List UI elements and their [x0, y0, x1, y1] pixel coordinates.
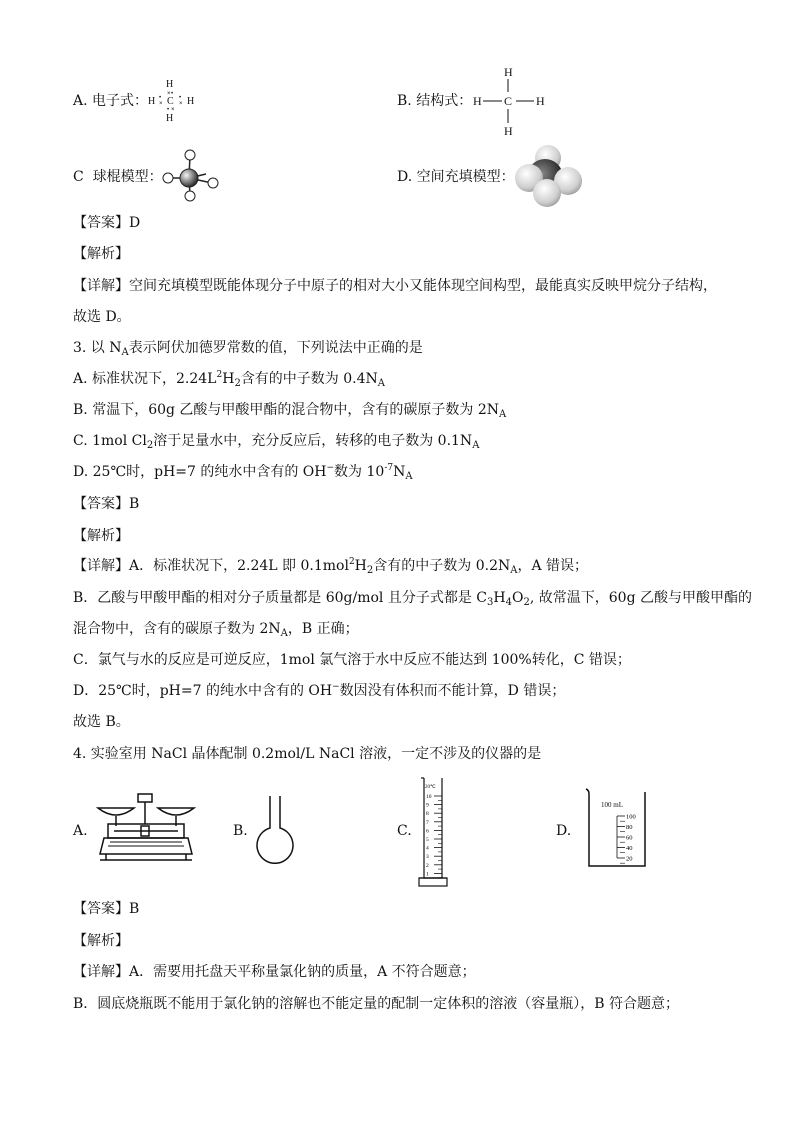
ef-h-bottom: H	[166, 113, 174, 124]
svg-text:C: C	[504, 94, 513, 108]
svg-text:×: ×	[171, 107, 175, 113]
cylinder-tick-label: 1	[426, 871, 429, 878]
methane-electron-formula	[145, 76, 205, 126]
q4-detail-b: B．圆底烧瓶既不能用于氯化钠的溶解也不能定量的配制一定体积的溶液（容量瓶），B 符合题意；	[73, 996, 680, 1012]
cylinder-tick-label: 10	[426, 794, 432, 800]
q4-label-c: C.	[397, 823, 412, 839]
ef-h-left: H	[148, 96, 156, 107]
q2-option-d: D. 空间充填模型：	[397, 169, 515, 185]
q3-option-c: C. 1mol $Cl_2$溶于足量水中，充分反应后，转移的电子数为 $0.1N_A$	[73, 433, 480, 451]
ef-h-right: H	[187, 96, 195, 107]
q4-stem: 4. 实验室用 NaCl 晶体配制 0.2mol/L NaCl 溶液，一定不涉及的仪器的是	[73, 746, 542, 762]
ef-h-top: H	[166, 79, 174, 90]
balance-icon	[96, 792, 198, 866]
q3-option-b: B. 常温下，60g 乙酸与甲酸甲酯的混合物中，含有的碳原子数为 $2N_A$	[73, 402, 507, 420]
graduated-cylinder-icon	[416, 774, 450, 890]
q3-detail-b-line-2: 混合物中，含有的碳原子数为 $2N_A$，B 正确；	[73, 621, 359, 639]
q4-label-d: D.	[556, 823, 572, 839]
cylinder-tick-label: 9	[426, 802, 429, 809]
q4-label-b: B.	[233, 823, 248, 839]
beaker-tick-label: 100	[626, 813, 636, 821]
q2-option-a: A. 电子式：	[73, 93, 149, 109]
cylinder-tick-label: 2	[426, 862, 429, 869]
q3-detail-d: D．25℃时，pH=7 的纯水中含有的 OH−数因没有体积而不能计算，D 错误；	[73, 682, 566, 699]
svg-text:H: H	[504, 65, 513, 79]
q2-answer: 【答案】D	[73, 215, 141, 231]
methane-space-filling-model	[512, 143, 584, 209]
svg-text:×: ×	[159, 101, 163, 107]
beaker-tick-label: 40	[626, 845, 633, 852]
cylinder-temp: 20℃	[425, 785, 436, 790]
q4-analysis-heading: 【解析】	[73, 933, 129, 949]
svg-text:×: ×	[167, 91, 171, 97]
methane-ball-stick-model	[160, 147, 222, 205]
q3-option-a: A. 标准状况下，$2.24L^2H_2$含有的中子数为 $0.4N_A$	[73, 370, 386, 389]
svg-text:•: •	[159, 95, 162, 101]
q2-option-b: B. 结构式：	[397, 93, 473, 109]
cylinder-tick-label: 8	[426, 811, 429, 818]
beaker-tick-label: 60	[626, 834, 633, 842]
beaker-icon	[583, 786, 649, 872]
svg-text:×: ×	[179, 101, 183, 107]
q4-label-a: A.	[73, 823, 88, 839]
q3-detail-b-line-1: B．乙酸与甲酸甲酯的相对分子质量都是 60g/mol 且分子式都是 $C_3H_4O_2$, 故常温下，60g 乙酸与甲酸甲酯的	[73, 590, 752, 608]
svg-text:•: •	[179, 95, 182, 101]
beaker-tick-label: 20	[626, 855, 633, 863]
cylinder-tick-label: 4	[426, 845, 429, 852]
q4-answer: 【答案】B	[73, 901, 140, 917]
q3-option-d: D. 25℃时，pH=7 的纯水中含有的 OH−数为 $10^{-7}N_A$	[73, 463, 413, 482]
q2-analysis-heading: 【解析】	[73, 246, 129, 262]
cylinder-tick-label: 7	[426, 819, 429, 826]
round-bottom-flask-icon	[254, 794, 296, 864]
q2-detail-line-1: 【详解】空间充填模型既能体现分子中原子的相对大小又能体现空间构型，最能真实反映甲烷分子结构，	[73, 278, 717, 294]
q2-option-c: C 球棍模型：	[73, 169, 163, 185]
q3-analysis-heading: 【解析】	[73, 528, 129, 544]
ef-c: C	[167, 96, 174, 107]
q3-stem: 3. 以 $N_A$表示阿伏加德罗常数的值，下列说法中正确的是	[73, 340, 423, 358]
svg-text:H: H	[536, 94, 545, 108]
methane-structural-formula	[470, 64, 550, 138]
q3-answer: 【答案】B	[73, 496, 140, 512]
cylinder-tick-label: 5	[426, 837, 429, 843]
beaker-capacity: 100 mL	[601, 801, 623, 809]
q3-conclusion: 故选 B。	[73, 714, 130, 730]
beaker-tick-label: 80	[626, 824, 633, 831]
svg-text:H: H	[473, 94, 482, 108]
q3-detail-c: C．氯气与水的反应是可逆反应，1mol 氯气溶于水中反应不能达到 100%转化，C 错误；	[73, 652, 631, 668]
q3-detail-a: 【详解】A．标准状况下，2.24L 即 $0.1mol^2H_2$含有的中子数为 $0.2N_A$，A 错误；	[73, 557, 589, 576]
cylinder-tick-label: 3	[426, 854, 429, 861]
svg-text:•: •	[167, 107, 170, 113]
cylinder-tick-label: 6	[426, 828, 429, 835]
svg-text:•: •	[171, 91, 174, 97]
svg-text:H: H	[504, 124, 513, 138]
q2-detail-line-2: 故选 D。	[73, 309, 131, 325]
q4-detail-a: 【详解】A．需要用托盘天平称量氯化钠的质量，A 不符合题意；	[73, 964, 476, 980]
